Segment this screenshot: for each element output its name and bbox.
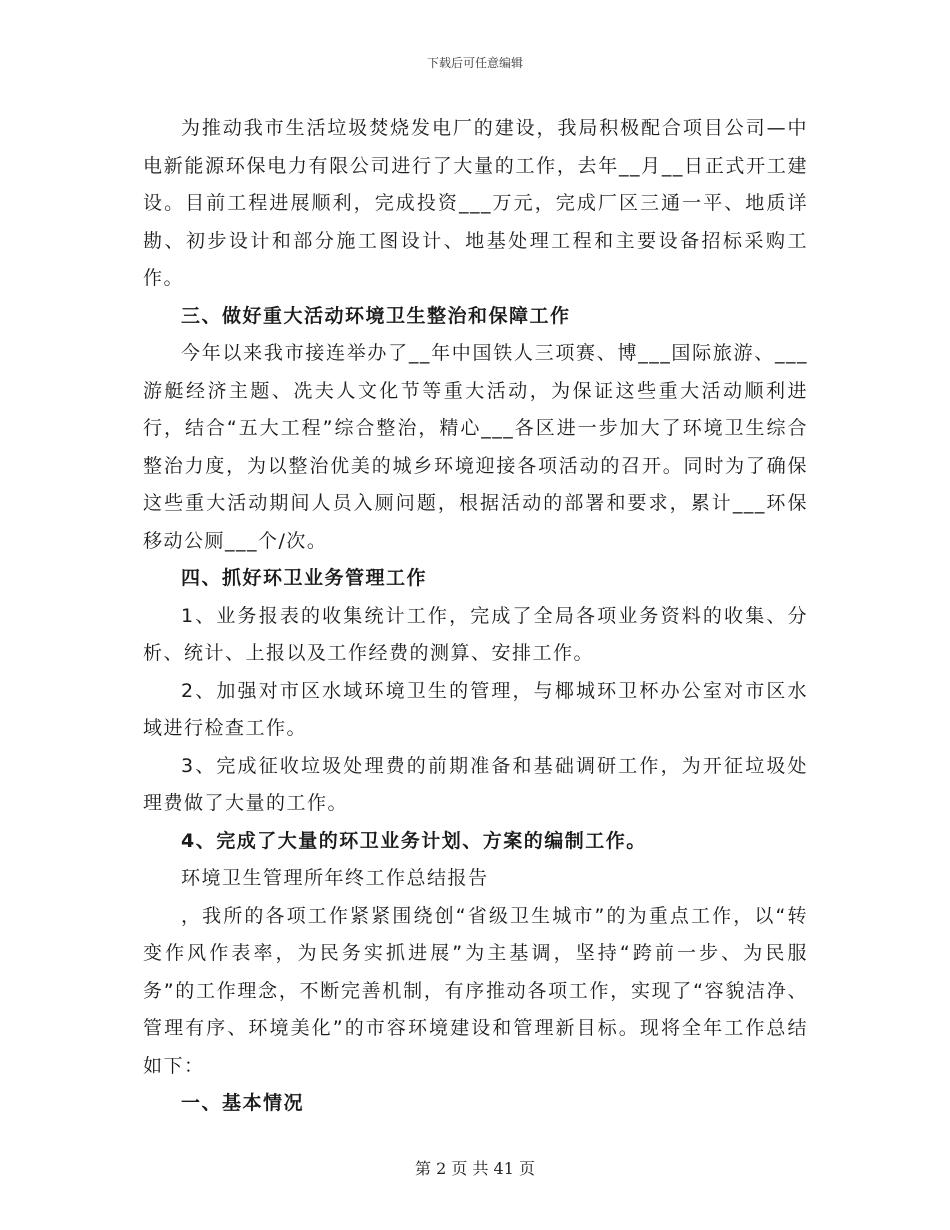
paragraph: ，我所的各项工作紧紧围绕创“省级卫生城市”的为重点工作，以“转变作风作表率，为民务实抓进展”为主基调，坚持“跨前一步、为民服务”的工作理念，不断完善机制，有序推动各项工作，实现了“容貌洁净、管理有序、环境美化”的市容环境建设和管理新目标。现将全年工作总结如下： (143, 904, 808, 1077)
page-footer: 第 2 页 共 41 页 (415, 1159, 535, 1178)
section-heading: 一、基本情况 (181, 1092, 305, 1114)
page-header: 下载后可任意编辑 (426, 56, 523, 70)
section-heading: 四、抓好环卫业务管理工作 (181, 567, 428, 589)
paragraph: 环境卫生管理所年终工作总结报告 (181, 867, 489, 889)
document-body (143, 110, 808, 1123)
section-heading: 三、做好重大活动环境卫生整治和保障工作 (181, 304, 571, 327)
paragraph: 为推动我市生活垃圾焚烧发电厂的建设，我局积极配合项目公司—中电新能源环保电力有限公司进行了大量的工作，去年__月__日正式开工建设。目前工程进展顺利，完成投资___万元，完成厂区三通一平、地质详勘、初步设计和部分施工图设计、地基处理工程和主要设备招标采购工作。 (143, 117, 808, 289)
paragraph: 3、完成征收垃圾处理费的前期准备和基础调研工作，为开征垃圾处理费做了大量的工作。 (143, 754, 808, 814)
paragraph: 2、加强对市区水域环境卫生的管理，与椰城环卫杯办公室对市区水域进行检查工作。 (143, 679, 808, 739)
paragraph: 1、业务报表的收集统计工作，完成了全局各项业务资料的收集、分析、统计、上报以及工作经费的测算、安排工作。 (143, 604, 808, 664)
paragraph: 今年以来我市接连举办了__年中国铁人三项赛、博___国际旅游、___游艇经济主题、冼夫人文化节等重大活动，为保证这些重大活动顺利进行，结合“五大工程”综合整治，精心___各区进一步加大了环境卫生综合整治力度，为以整治优美的城乡环境迎接各项活动的召开。同时为了确保这些重大活动期间人员入厕问题，根据活动的部署和要求，累计___环保移动公厕___个/次。 (143, 342, 808, 552)
section-heading: 4、完成了大量的环卫业务计划、方案的编制工作。 (181, 829, 647, 852)
